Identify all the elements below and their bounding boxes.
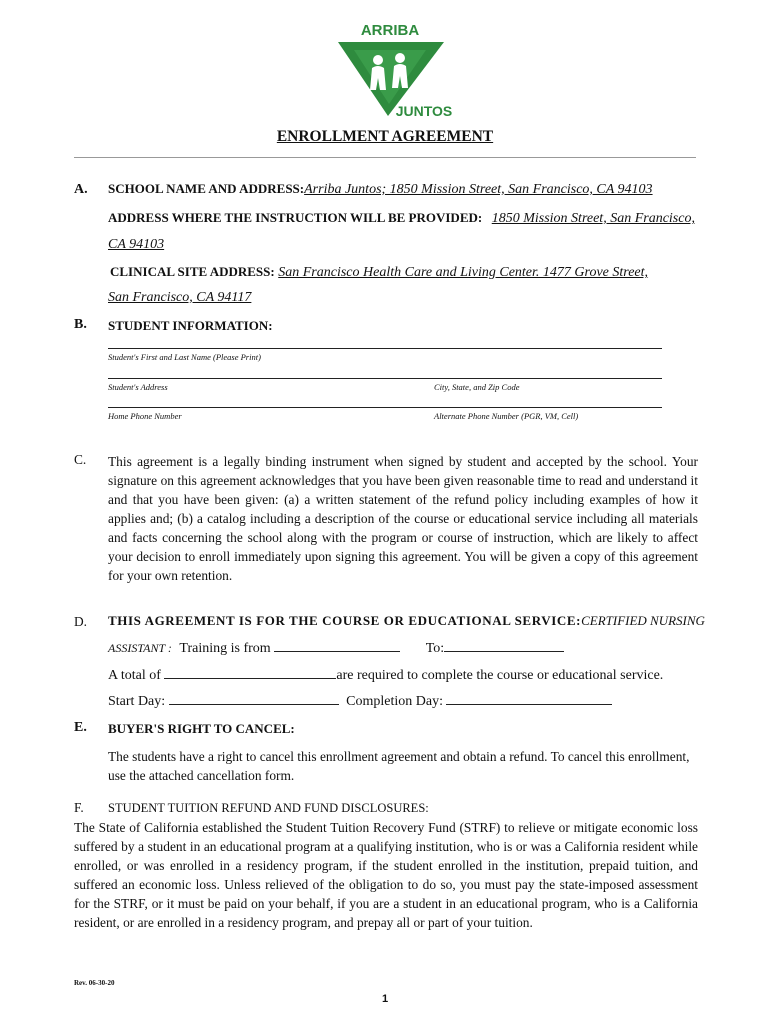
student-info-heading: STUDENT INFORMATION: bbox=[108, 318, 273, 333]
refund-disclosures-heading: STUDENT TUITION REFUND AND FUND DISCLOSURES: bbox=[108, 801, 429, 815]
start-completion-line bbox=[108, 692, 612, 710]
section-f-text: The State of California established the Student Tuition Recovery Fund (STRF) to relieve or mitigate economic loss suffered by a student in an educational program at a qualifying institution, who is or was a California resident while enrolled, or was enrolled in a residency program, if the student enrolled in the institution, prepaid tuition, and suffered an economic loss. Unless relieved of the obligation to do so, you must pay the state-imposed assessment for the STRF, or it must be paid on your behalf, if you are a student in an educational program, who is a California resident, or are enrolled in a residency program, and prepay all or part of your tuition. bbox=[74, 820, 698, 930]
alternate-phone-label: Alternate Phone Number (PGR, VM, Cell) bbox=[434, 411, 579, 421]
school-name-label: SCHOOL NAME AND ADDRESS: bbox=[108, 181, 305, 196]
course-name-2: ASSISTANT : bbox=[108, 641, 172, 655]
section-a-letter: A. bbox=[74, 182, 88, 197]
section-b-letter: B. bbox=[74, 317, 87, 332]
completion-day-label: Completion Day: bbox=[346, 694, 443, 709]
right-to-cancel-heading: BUYER'S RIGHT TO CANCEL: bbox=[108, 721, 295, 736]
city-state-zip-label: City, State, and Zip Code bbox=[434, 382, 520, 392]
phone-field[interactable] bbox=[108, 407, 662, 408]
section-c-text: This agreement is a legally binding instrument when signed by student and accepted by the school. Your signature on this agreement acknowledges that you have been given reasonable time to read and understand it and that you have been given: (a) a written statement of the refund policy including examples of how it applies and; (b) a catalog including a description of the course or educational service including all materials and facts concerning the school along with the program or course of instruction, which are likely to affect your decision to enroll immediately upon signing this agreement. You will be given a copy of this agreement for your own retention. bbox=[108, 454, 698, 583]
clinical-site-value-2: San Francisco, CA 94117 bbox=[108, 290, 252, 305]
training-to-field[interactable] bbox=[444, 639, 564, 652]
total-of-label: A total of bbox=[108, 668, 161, 683]
section-d-letter: D. bbox=[74, 614, 88, 629]
title-divider bbox=[74, 157, 696, 158]
student-address-label: Student's Address bbox=[108, 382, 168, 392]
course-name-1: CERTIFIED NURSING bbox=[581, 613, 705, 628]
instruction-address-label: ADDRESS WHERE THE INSTRUCTION WILL BE PROVIDED: bbox=[108, 210, 483, 225]
course-heading-line bbox=[108, 613, 705, 629]
student-name-field[interactable] bbox=[108, 348, 662, 349]
clinical-site-label: CLINICAL SITE ADDRESS: bbox=[110, 264, 275, 279]
instruction-address-value-2: CA 94103 bbox=[108, 237, 165, 252]
school-name-value: Arriba Juntos; 1850 Mission Street, San Francisco, CA 94103 bbox=[304, 182, 653, 197]
logo-bottom-text: JUNTOS bbox=[395, 103, 453, 119]
course-heading: THIS AGREEMENT IS FOR THE COURSE OR EDUCATIONAL SERVICE: bbox=[108, 613, 582, 628]
student-address-field[interactable] bbox=[108, 378, 662, 379]
instruction-address-line bbox=[108, 210, 695, 227]
training-to-label: To: bbox=[425, 641, 445, 656]
section-c-letter: C. bbox=[74, 452, 87, 467]
student-name-label: Student's First and Last Name (Please Print) bbox=[108, 352, 261, 362]
total-hours-line bbox=[108, 666, 663, 684]
start-day-field[interactable] bbox=[169, 692, 339, 705]
school-name-line bbox=[108, 181, 653, 198]
home-phone-label: Home Phone Number bbox=[108, 411, 182, 421]
clinical-site-value-1: San Francisco Health Care and Living Center. 1477 Grove Street, bbox=[278, 265, 649, 280]
section-f-letter: F. bbox=[74, 800, 84, 815]
page-number: 1 bbox=[381, 993, 389, 1005]
section-e-letter: E. bbox=[74, 720, 87, 735]
page-title: ENROLLMENT AGREEMENT bbox=[276, 128, 494, 145]
start-day-label: Start Day: bbox=[108, 694, 166, 709]
logo-graphic bbox=[326, 20, 454, 120]
completion-day-field[interactable] bbox=[446, 692, 612, 705]
arriba-juntos-logo bbox=[326, 20, 454, 120]
instruction-address-value-1: 1850 Mission Street, San Francisco, bbox=[491, 211, 695, 226]
clinical-site-line bbox=[110, 264, 648, 281]
logo-top-text: ARRIBA bbox=[360, 22, 420, 39]
revision-label: Rev. 06-30-20 bbox=[74, 979, 115, 987]
required-text: are required to complete the course or educational service. bbox=[336, 668, 664, 683]
training-from-label: Training is from bbox=[179, 641, 271, 656]
total-hours-field[interactable] bbox=[164, 666, 336, 679]
training-dates-line bbox=[108, 639, 564, 657]
section-e-text: The students have a right to cancel this enrollment agreement and obtain a refund. To cancel this enrollment, use the attached cancellation form. bbox=[108, 749, 690, 783]
training-from-field[interactable] bbox=[274, 639, 400, 652]
